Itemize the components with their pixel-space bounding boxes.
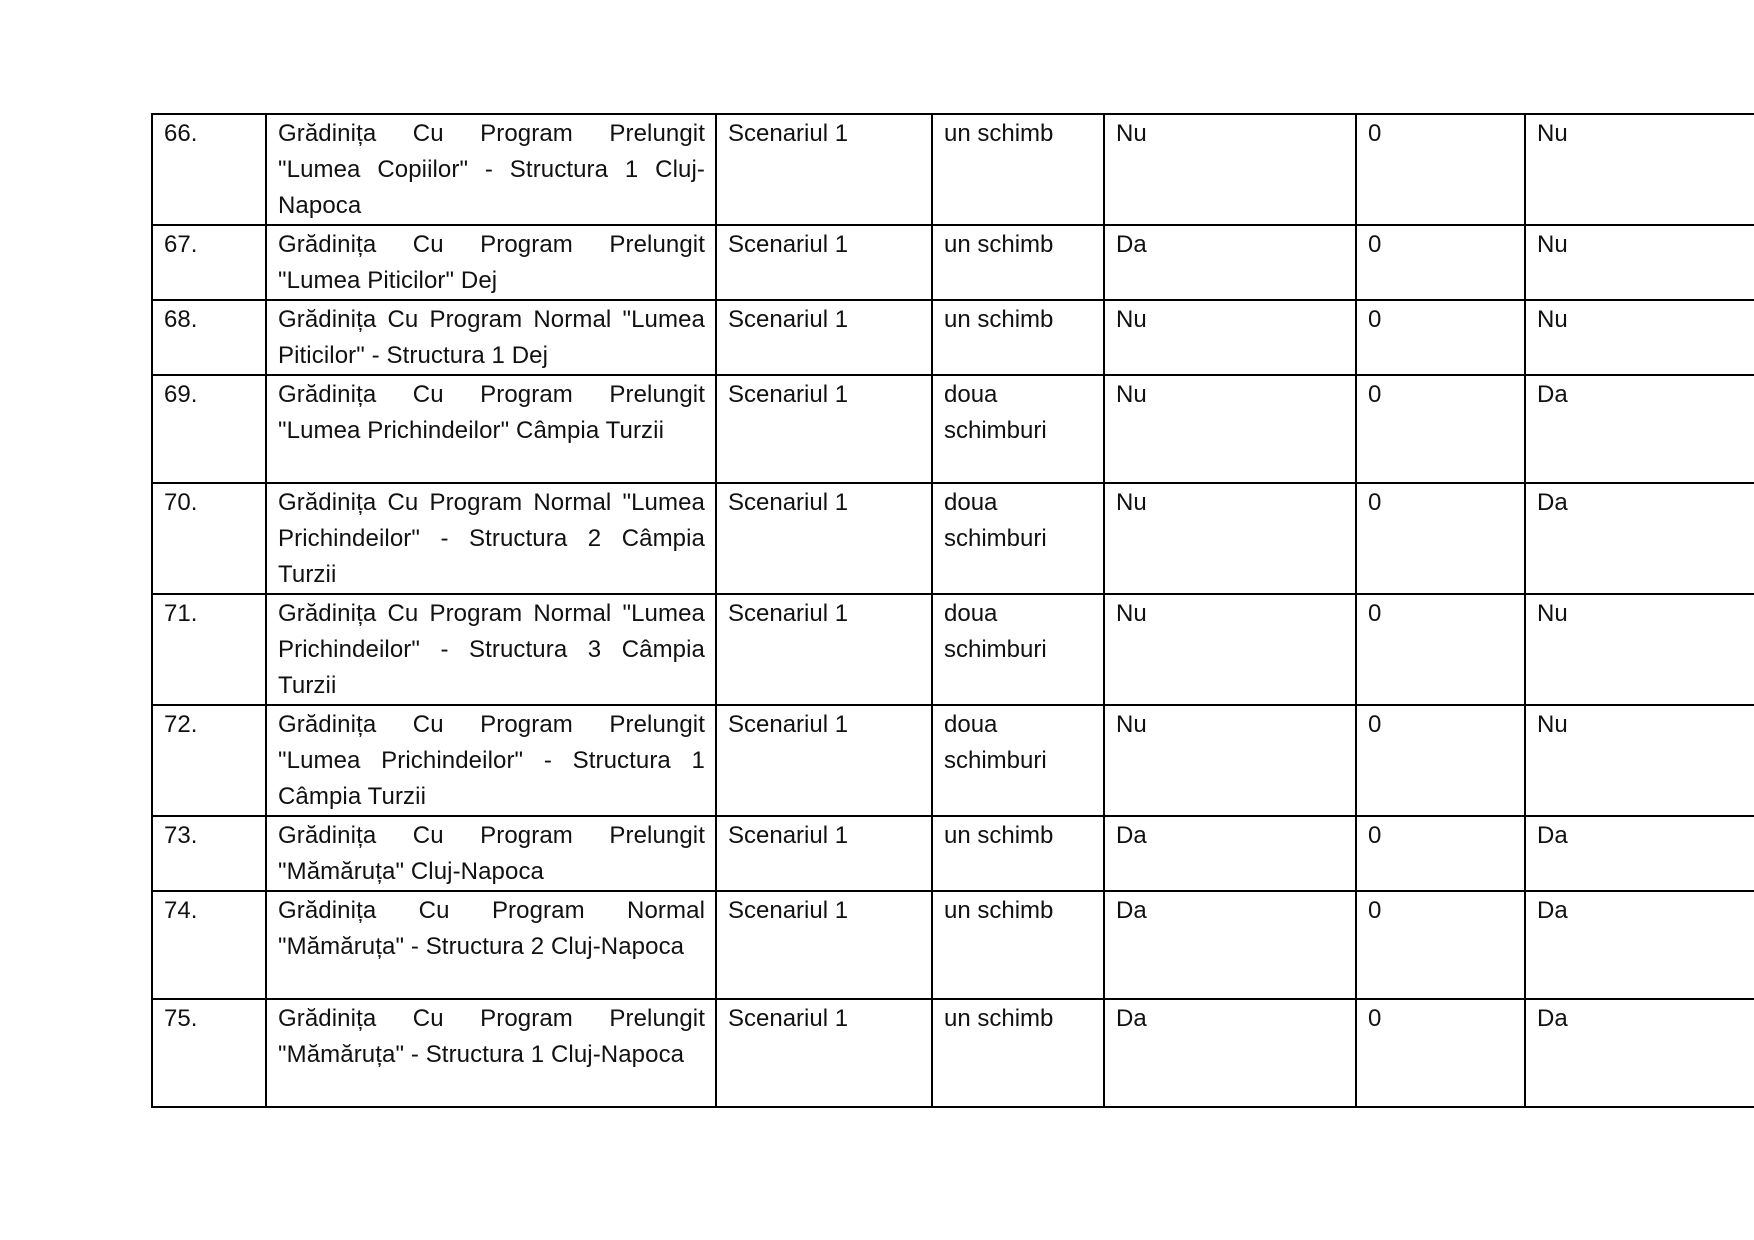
scenario-cell: Scenariul 1 xyxy=(716,816,932,891)
row-number: 74. xyxy=(152,891,266,999)
table-row xyxy=(152,300,1754,375)
table-row xyxy=(152,594,1754,705)
col5-cell: Nu xyxy=(1104,705,1356,816)
col7-cell: Da xyxy=(1525,891,1754,999)
col6-cell: 0 xyxy=(1356,999,1525,1107)
shift-cell: un schimb xyxy=(932,225,1104,300)
col7-cell: Da xyxy=(1525,816,1754,891)
institution-name: Grădinița Cu Program Prelungit "Lumea Prichindeilor" - Structura 1 Câmpia Turzii xyxy=(266,705,716,816)
col6-cell: 0 xyxy=(1356,816,1525,891)
institution-name: Grădinița Cu Program Prelungit "Mămăruța" Cluj-Napoca xyxy=(266,816,716,891)
row-number: 69. xyxy=(152,375,266,483)
col6-cell: 0 xyxy=(1356,594,1525,705)
row-number: 67. xyxy=(152,225,266,300)
col6-cell: 0 xyxy=(1356,483,1525,594)
scenario-cell: Scenariul 1 xyxy=(716,891,932,999)
institution-name: Grădinița Cu Program Prelungit "Lumea Copiilor" - Structura 1 Cluj-Napoca xyxy=(266,114,716,225)
col7-cell: Da xyxy=(1525,375,1754,483)
scenario-cell: Scenariul 1 xyxy=(716,999,932,1107)
col7-cell: Nu xyxy=(1525,225,1754,300)
table-row xyxy=(152,999,1754,1107)
shift-cell: doua schimburi xyxy=(932,483,1104,594)
row-number: 66. xyxy=(152,114,266,225)
table-row xyxy=(152,225,1754,300)
scenario-cell: Scenariul 1 xyxy=(716,705,932,816)
col6-cell: 0 xyxy=(1356,225,1525,300)
scenario-cell: Scenariul 1 xyxy=(716,300,932,375)
col5-cell: Da xyxy=(1104,225,1356,300)
shift-cell: doua schimburi xyxy=(932,594,1104,705)
table-row xyxy=(152,483,1754,594)
shift-cell: un schimb xyxy=(932,114,1104,225)
institution-name: Grădinița Cu Program Normal "Mămăruța" - Structura 2 Cluj-Napoca xyxy=(266,891,716,999)
col5-cell: Nu xyxy=(1104,300,1356,375)
col6-cell: 0 xyxy=(1356,375,1525,483)
institution-name: Grădinița Cu Program Prelungit "Lumea Prichindeilor" Câmpia Turzii xyxy=(266,375,716,483)
scenario-cell: Scenariul 1 xyxy=(716,375,932,483)
shift-cell: doua schimburi xyxy=(932,705,1104,816)
col7-cell: Nu xyxy=(1525,114,1754,225)
shift-cell: un schimb xyxy=(932,300,1104,375)
scenario-cell: Scenariul 1 xyxy=(716,483,932,594)
scenario-cell: Scenariul 1 xyxy=(716,114,932,225)
col5-cell: Nu xyxy=(1104,483,1356,594)
kindergarten-table xyxy=(151,113,1754,1108)
col6-cell: 0 xyxy=(1356,300,1525,375)
institution-name: Grădinița Cu Program Prelungit "Lumea Piticilor" Dej xyxy=(266,225,716,300)
shift-cell: doua schimburi xyxy=(932,375,1104,483)
shift-cell: un schimb xyxy=(932,999,1104,1107)
scenario-cell: Scenariul 1 xyxy=(716,594,932,705)
col5-cell: Da xyxy=(1104,816,1356,891)
col5-cell: Da xyxy=(1104,891,1356,999)
col7-cell: Da xyxy=(1525,999,1754,1107)
col7-cell: Nu xyxy=(1525,705,1754,816)
row-number: 75. xyxy=(152,999,266,1107)
institution-name: Grădinița Cu Program Normal "Lumea Prichindeilor" - Structura 2 Câmpia Turzii xyxy=(266,483,716,594)
col7-cell: Da xyxy=(1525,483,1754,594)
table-row xyxy=(152,816,1754,891)
table-row xyxy=(152,114,1754,225)
row-number: 71. xyxy=(152,594,266,705)
table-row xyxy=(152,705,1754,816)
institution-name: Grădinița Cu Program Normal "Lumea Prichindeilor" - Structura 3 Câmpia Turzii xyxy=(266,594,716,705)
shift-cell: un schimb xyxy=(932,816,1104,891)
institution-name: Grădinița Cu Program Normal "Lumea Piticilor" - Structura 1 Dej xyxy=(266,300,716,375)
row-number: 73. xyxy=(152,816,266,891)
row-number: 70. xyxy=(152,483,266,594)
row-number: 68. xyxy=(152,300,266,375)
scenario-cell: Scenariul 1 xyxy=(716,225,932,300)
col5-cell: Nu xyxy=(1104,114,1356,225)
table-row xyxy=(152,891,1754,999)
col6-cell: 0 xyxy=(1356,891,1525,999)
shift-cell: un schimb xyxy=(932,891,1104,999)
table-row xyxy=(152,375,1754,483)
col5-cell: Nu xyxy=(1104,594,1356,705)
institution-name: Grădinița Cu Program Prelungit "Mămăruța" - Structura 1 Cluj-Napoca xyxy=(266,999,716,1107)
col5-cell: Da xyxy=(1104,999,1356,1107)
col5-cell: Nu xyxy=(1104,375,1356,483)
col7-cell: Nu xyxy=(1525,594,1754,705)
col6-cell: 0 xyxy=(1356,114,1525,225)
row-number: 72. xyxy=(152,705,266,816)
col7-cell: Nu xyxy=(1525,300,1754,375)
col6-cell: 0 xyxy=(1356,705,1525,816)
